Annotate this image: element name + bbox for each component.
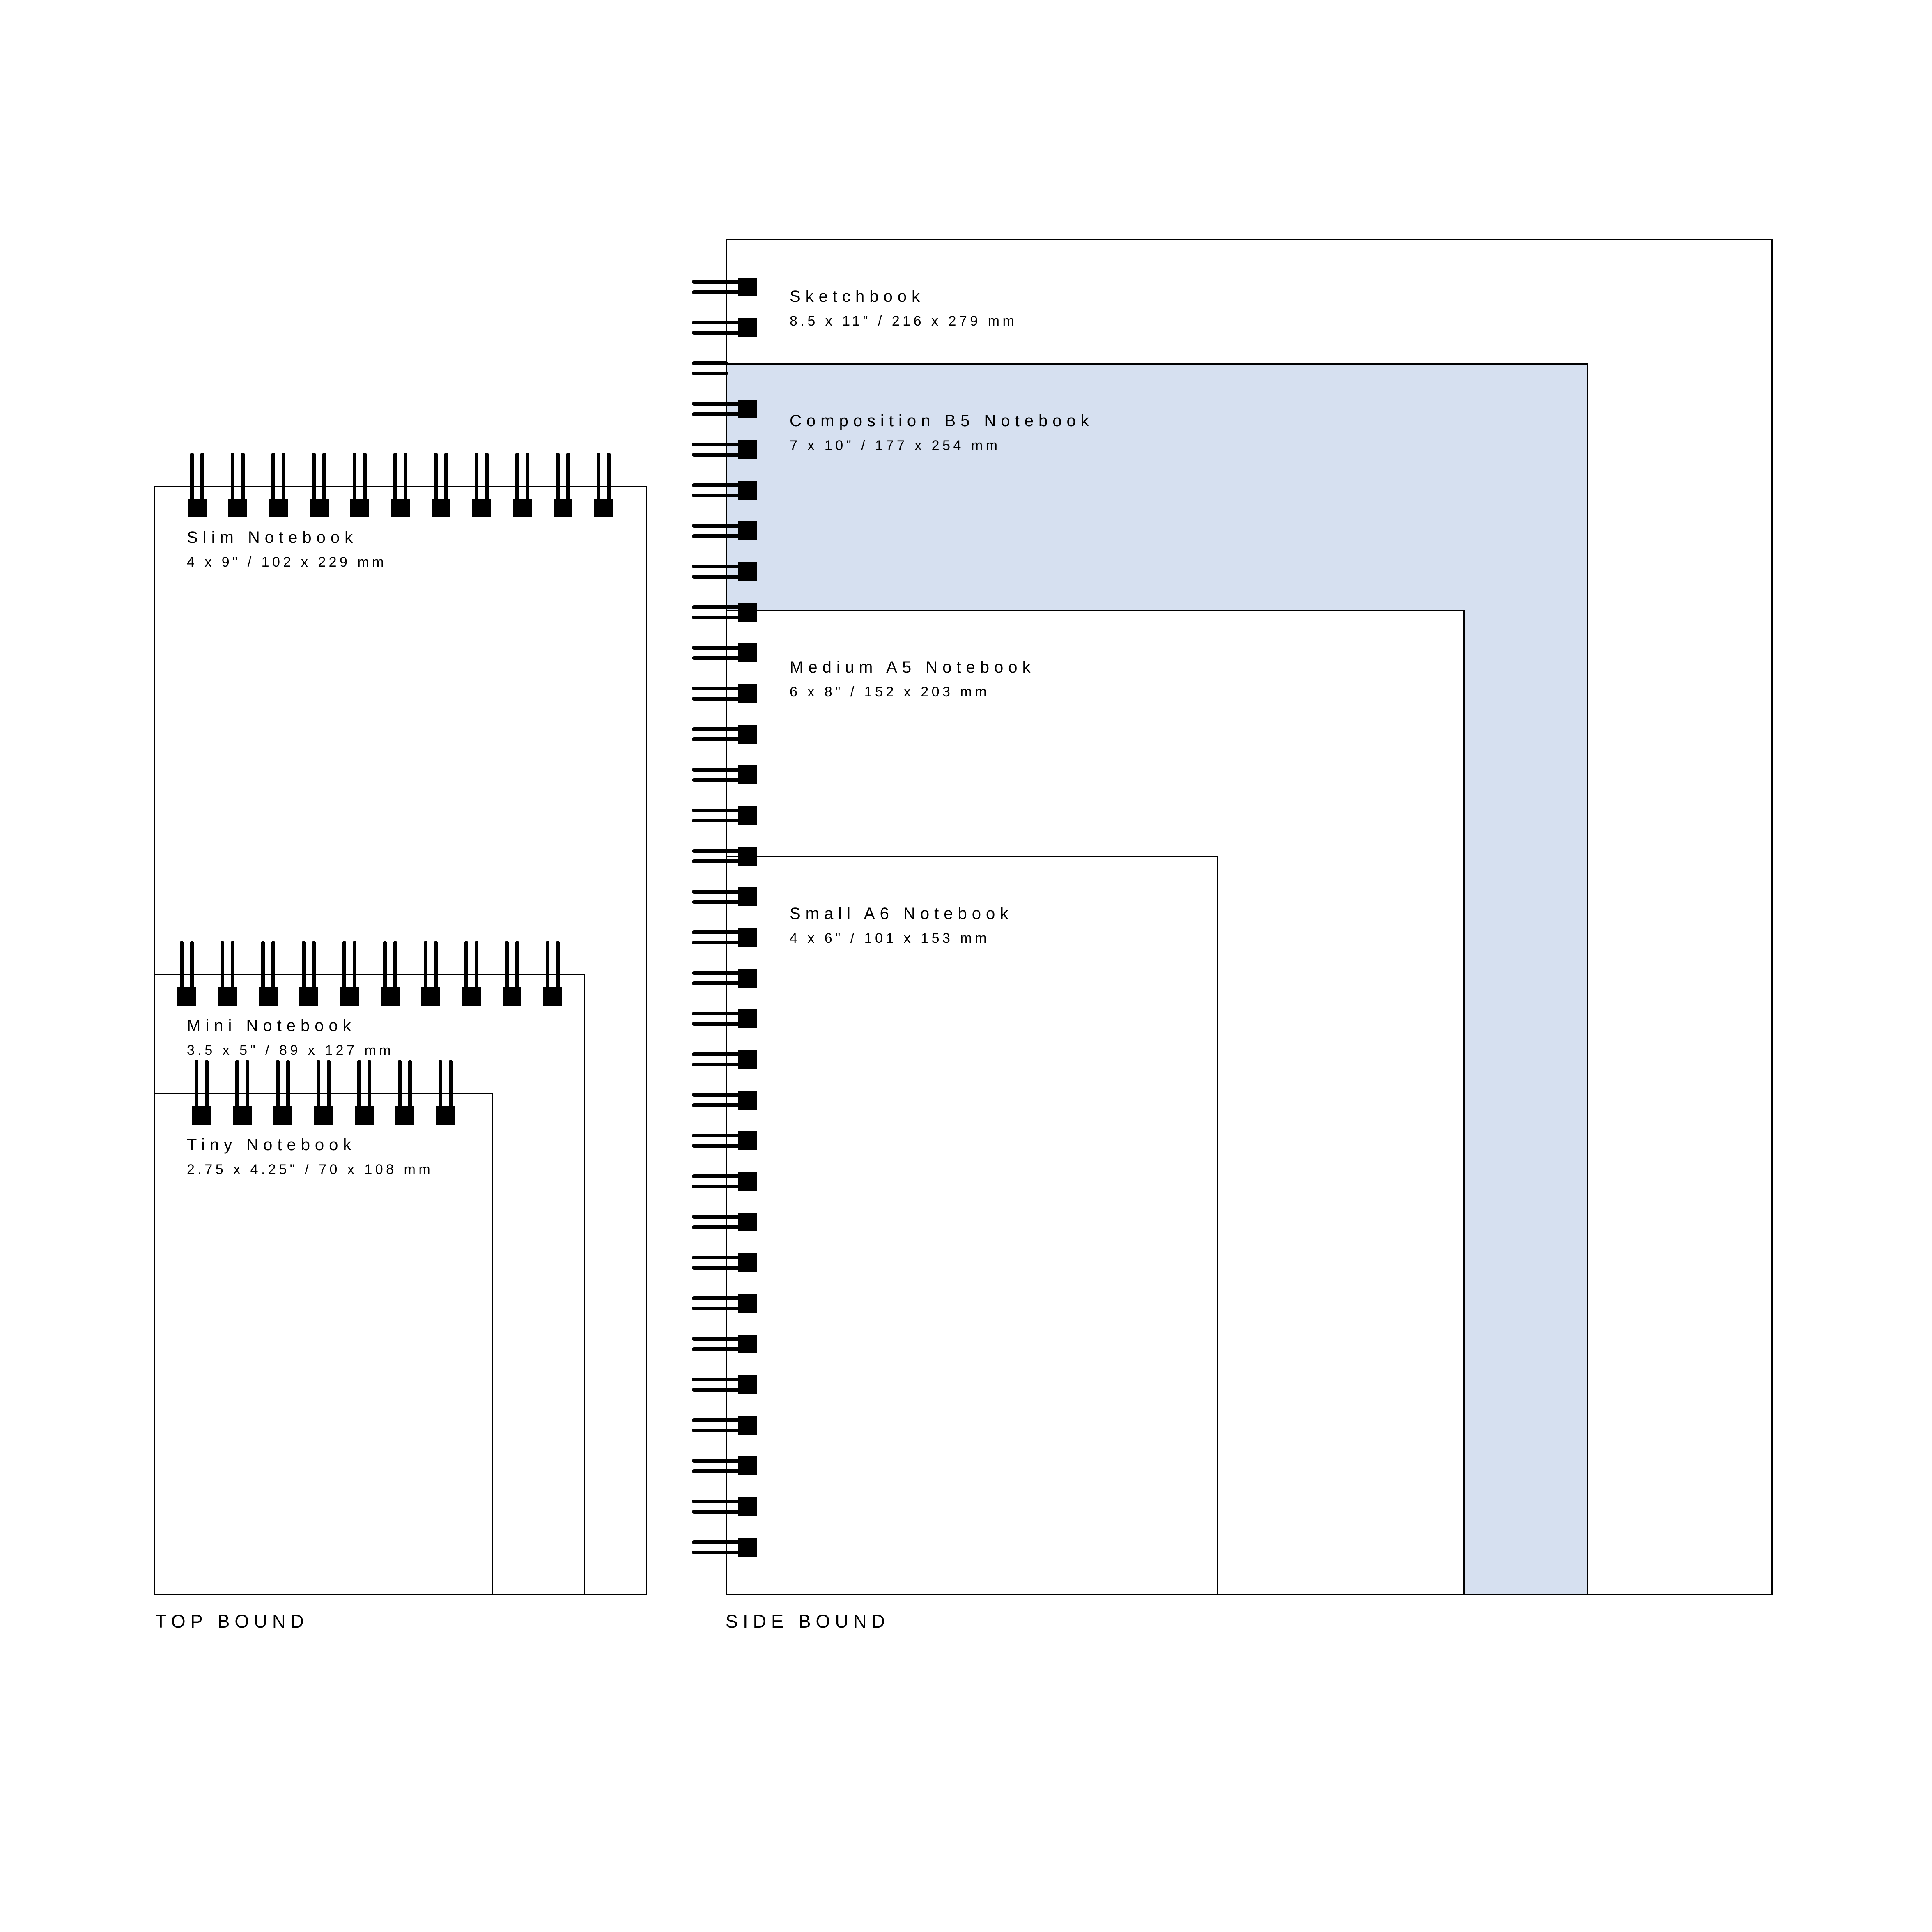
- notebook-label: [790, 905, 1013, 945]
- notebook-title: Small A6 Notebook: [790, 905, 1013, 923]
- notebook-title: Slim Notebook: [187, 528, 358, 547]
- notebook-label: [790, 288, 1017, 328]
- clip-wire-icon: [692, 361, 728, 365]
- notebook-size: 4 x 9" / 102 x 229 mm: [187, 554, 387, 570]
- notebook-title: Sketchbook: [790, 287, 925, 306]
- notebook-size: 2.75 x 4.25" / 70 x 108 mm: [187, 1162, 434, 1177]
- group-caption-top-bound: TOP BOUND: [155, 1611, 309, 1632]
- notebook-title: Tiny Notebook: [187, 1136, 356, 1154]
- notebook-label: [187, 1017, 394, 1057]
- notebook-label: [187, 1136, 433, 1176]
- notebook-size: 7 x 10" / 177 x 254 mm: [790, 438, 1001, 453]
- notebook-title: Medium A5 Notebook: [790, 658, 1036, 676]
- notebook-size: 8.5 x 11" / 216 x 279 mm: [790, 313, 1018, 329]
- notebook-title: Composition B5 Notebook: [790, 412, 1094, 430]
- clip-wire-icon: [692, 372, 728, 375]
- notebook-size: 6 x 8" / 152 x 203 mm: [790, 684, 990, 700]
- notebook-small-a6: [726, 856, 1218, 1595]
- notebook-tiny: [154, 1093, 493, 1595]
- notebook-label: [187, 529, 387, 569]
- notebook-size: 4 x 6" / 101 x 153 mm: [790, 930, 990, 946]
- notebook-size: 3.5 x 5" / 89 x 127 mm: [187, 1043, 394, 1058]
- notebook-label: [790, 412, 1094, 453]
- group-caption-side-bound: SIDE BOUND: [726, 1611, 890, 1632]
- notebook-title: Mini Notebook: [187, 1017, 356, 1035]
- notebook-label: [790, 659, 1035, 699]
